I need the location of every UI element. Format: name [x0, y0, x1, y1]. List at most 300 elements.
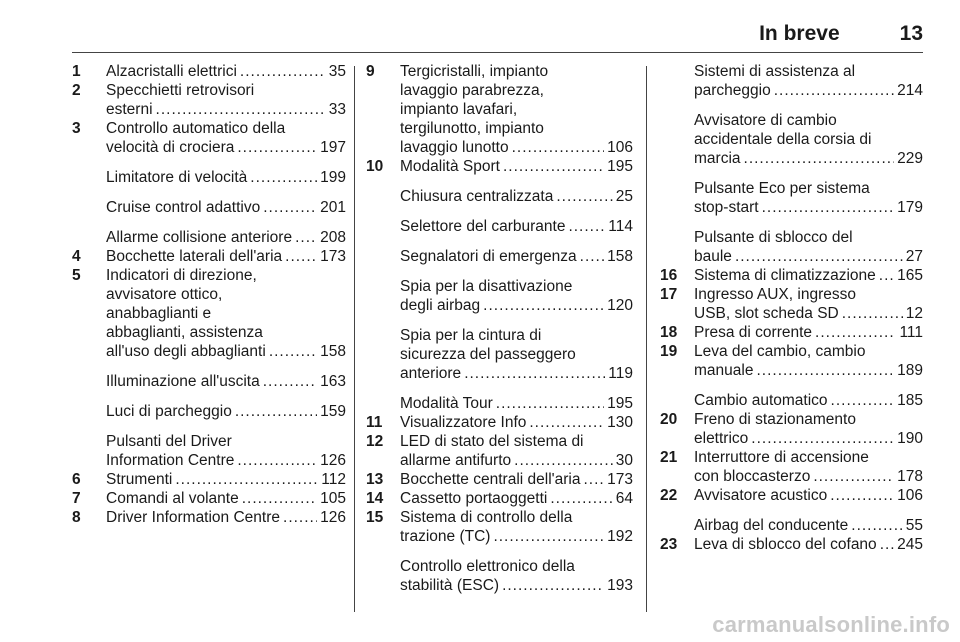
- dot-leader: [831, 391, 895, 410]
- entry-last-line: [400, 296, 633, 315]
- page-reference[interactable]: 192: [607, 528, 633, 545]
- entry-last-line: [400, 247, 633, 266]
- entry-body: [694, 342, 923, 380]
- entry-text-line: Controllo automatico della: [106, 120, 286, 137]
- entry-number: 20: [660, 411, 678, 428]
- index-entry: [660, 179, 923, 217]
- entry-last-line: [694, 81, 923, 100]
- entry-last-line: [400, 413, 633, 432]
- page-number: 13: [899, 22, 923, 45]
- entry-text-line: Modalità Tour: [400, 395, 493, 412]
- entry-body: [400, 394, 633, 413]
- page-reference[interactable]: 27: [905, 248, 923, 265]
- page-reference[interactable]: 119: [608, 365, 633, 382]
- index-entry: [366, 187, 633, 206]
- entry-last-line: [694, 304, 923, 323]
- entry-last-line: [400, 470, 633, 489]
- index-entry: [660, 535, 923, 554]
- page-reference[interactable]: 229: [897, 150, 923, 167]
- entry-last-line: [694, 486, 923, 505]
- entry-body: [694, 285, 923, 323]
- entry-last-line: [106, 62, 346, 81]
- index-entry: [72, 247, 346, 266]
- dot-leader: [512, 138, 605, 157]
- entry-last-line: [106, 402, 346, 421]
- entry-number: 21: [660, 449, 678, 466]
- entry-text-line: velocità di crociera: [106, 139, 235, 156]
- page-reference[interactable]: 185: [897, 392, 923, 409]
- index-entry: [366, 157, 633, 176]
- entry-text-line: sicurezza del passeggero: [400, 346, 576, 363]
- dot-leader: [237, 138, 317, 157]
- entry-text-line: trazione (TC): [400, 528, 491, 545]
- entry-body: [400, 470, 633, 489]
- entry-text-line: Avvisatore acustico: [694, 487, 828, 504]
- entry-text-line: LED di stato del sistema di: [400, 433, 584, 450]
- entry-text-line: accidentale della corsia di: [694, 131, 872, 148]
- entry-number: 6: [72, 471, 81, 488]
- entry-last-line: [694, 391, 923, 410]
- index-entry: [72, 402, 346, 421]
- page-reference[interactable]: 126: [320, 452, 346, 469]
- entry-text-line: lavaggio lunotto: [400, 139, 509, 156]
- entry-text-line: Bocchette centrali dell'aria: [400, 471, 581, 488]
- entry-text-line: Visualizzatore Info: [400, 414, 527, 431]
- index-entry: [366, 217, 633, 236]
- entry-body: [106, 266, 346, 361]
- entry-body: [106, 198, 346, 217]
- entry-last-line: [694, 516, 923, 535]
- entry-number: 2: [72, 82, 81, 99]
- page-reference[interactable]: 179: [897, 199, 923, 216]
- index-entry: [660, 266, 923, 285]
- page-reference[interactable]: 201: [320, 199, 346, 216]
- entry-body: [694, 516, 923, 535]
- entry-text-line: elettrico: [694, 430, 749, 447]
- entry-number: 18: [660, 324, 678, 341]
- entry-text-line: Leva di sblocco del cofano: [694, 536, 877, 553]
- entry-text-line: Limitatore di velocità: [106, 169, 248, 186]
- entry-body: [106, 470, 346, 489]
- entry-text-line: Strumenti: [106, 471, 173, 488]
- dot-leader: [880, 535, 894, 554]
- entry-body: [694, 179, 923, 217]
- page-reference[interactable]: 190: [897, 430, 923, 447]
- index-entry: [660, 410, 923, 448]
- entry-body: [106, 372, 346, 391]
- entry-text-line: degli airbag: [400, 297, 481, 314]
- entry-last-line: [106, 451, 346, 470]
- entry-last-line: [400, 527, 633, 546]
- index-entry: [72, 489, 346, 508]
- entry-last-line: [694, 429, 923, 448]
- entry-last-line: [400, 394, 633, 413]
- page-reference[interactable]: 25: [615, 188, 633, 205]
- entry-text-line: Presa di corrente: [694, 324, 813, 341]
- dot-leader: [842, 304, 903, 323]
- page-reference[interactable]: 33: [328, 101, 346, 118]
- index-entry: [366, 413, 633, 432]
- page-reference[interactable]: 193: [607, 577, 633, 594]
- entry-body: [106, 119, 346, 157]
- entry-last-line: [106, 138, 346, 157]
- index-entry: [366, 277, 633, 315]
- page-reference[interactable]: 114: [608, 218, 633, 235]
- page-reference[interactable]: 245: [897, 536, 923, 553]
- dot-leader: [235, 402, 317, 421]
- entry-text-line: Allarme collisione anteriore: [106, 229, 293, 246]
- index-entry: [660, 285, 923, 323]
- dot-leader: [744, 149, 895, 168]
- entry-last-line: [106, 372, 346, 391]
- entry-text-line: Leva del cambio, cambio: [694, 343, 866, 360]
- page-reference[interactable]: 195: [607, 395, 633, 412]
- entry-text-line: Tergicristalli, impianto: [400, 63, 549, 80]
- entry-text-line: esterni: [106, 101, 153, 118]
- dot-leader: [568, 217, 605, 236]
- entry-number: 4: [72, 248, 81, 265]
- entry-body: [106, 489, 346, 508]
- dot-leader: [502, 576, 604, 595]
- entry-text-line: stabilità (ESC): [400, 577, 500, 594]
- dot-leader: [496, 394, 604, 413]
- entry-body: [106, 508, 346, 527]
- entry-text-line: Comandi al volante: [106, 490, 239, 507]
- entry-body: [400, 432, 633, 470]
- entry-text-line: abbaglianti, assistenza: [106, 324, 263, 341]
- entry-number: 16: [660, 267, 678, 284]
- entry-text-line: Pulsante Eco per sistema: [694, 180, 870, 197]
- page-reference[interactable]: 120: [607, 297, 633, 314]
- dot-leader: [493, 527, 604, 546]
- index-entry: [660, 62, 923, 100]
- entry-last-line: [106, 100, 346, 119]
- dot-leader: [529, 413, 604, 432]
- dot-leader: [851, 516, 902, 535]
- dot-leader: [830, 486, 894, 505]
- entry-body: [694, 111, 923, 168]
- index-entry: [660, 391, 923, 410]
- dot-leader: [483, 296, 604, 315]
- entry-text-line: stop-start: [694, 199, 759, 216]
- dot-leader: [503, 157, 604, 176]
- entry-last-line: [106, 489, 346, 508]
- page-reference[interactable]: 165: [897, 267, 923, 284]
- entry-body: [694, 410, 923, 448]
- entry-last-line: [400, 576, 633, 595]
- dot-leader: [580, 247, 604, 266]
- dot-leader: [762, 198, 895, 217]
- index-entry: [72, 198, 346, 217]
- page-reference[interactable]: 189: [897, 362, 923, 379]
- column-divider-1: [354, 66, 355, 612]
- index-entry: [660, 228, 923, 266]
- entry-text-line: impianto lavafari,: [400, 101, 518, 118]
- index-entry: [72, 266, 346, 361]
- entry-last-line: [106, 342, 346, 361]
- entry-body: [400, 157, 633, 176]
- entry-last-line: [400, 364, 633, 383]
- index-entry: [366, 508, 633, 546]
- entry-text-line: Alzacristalli elettrici: [106, 63, 237, 80]
- entry-text-line: Avvisatore di cambio: [694, 112, 837, 129]
- page-reference[interactable]: 214: [897, 82, 923, 99]
- entry-text-line: Modalità Sport: [400, 158, 500, 175]
- entry-body: [694, 266, 923, 285]
- entry-body: [400, 247, 633, 266]
- entry-number: 23: [660, 536, 678, 553]
- entry-text-line: Cambio automatico: [694, 392, 828, 409]
- index-entry: [660, 448, 923, 486]
- entry-text-line: Luci di parcheggio: [106, 403, 232, 420]
- entry-text-line: Spia per la disattivazione: [400, 278, 573, 295]
- dot-leader: [751, 429, 894, 448]
- dot-leader: [815, 323, 896, 342]
- entry-body: [400, 187, 633, 206]
- entry-text-line: Ingresso AUX, ingresso: [694, 286, 856, 303]
- entry-text-line: Driver Information Centre: [106, 509, 281, 526]
- entry-text-line: marcia: [694, 150, 741, 167]
- entry-body: [400, 326, 633, 383]
- dot-leader: [240, 62, 326, 81]
- page-reference[interactable]: 106: [897, 487, 923, 504]
- entry-text-line: Specchietti retrovisori: [106, 82, 255, 99]
- entry-number: 1: [72, 63, 81, 80]
- entry-last-line: [106, 508, 346, 527]
- dot-leader: [556, 187, 612, 206]
- entry-number: 11: [366, 414, 383, 431]
- dot-leader: [263, 372, 317, 391]
- dot-leader: [175, 470, 318, 489]
- entry-text-line: Sistema di controllo della: [400, 509, 573, 526]
- entry-text-line: tergilunotto, impianto: [400, 120, 544, 137]
- index-entry: [366, 557, 633, 595]
- entry-last-line: [694, 247, 923, 266]
- entry-text-line: Pulsanti del Driver: [106, 433, 232, 450]
- page-reference[interactable]: 197: [320, 139, 346, 156]
- entry-text-line: Selettore del carburante: [400, 218, 566, 235]
- watermark: carmanualsonline.info: [712, 612, 950, 637]
- page-title: In breve: [759, 22, 840, 45]
- index-column-3: [660, 62, 923, 554]
- entry-text-line: Freno di stazionamento: [694, 411, 856, 428]
- entry-number: 19: [660, 343, 678, 360]
- dot-leader: [774, 81, 894, 100]
- entry-last-line: [106, 470, 346, 489]
- index-column-1: [72, 62, 346, 527]
- entry-last-line: [694, 198, 923, 217]
- page-reference[interactable]: 126: [320, 509, 346, 526]
- entry-last-line: [694, 149, 923, 168]
- dot-leader: [813, 467, 894, 486]
- page-reference[interactable]: 30: [615, 452, 633, 469]
- entry-text-line: Airbag del conducente: [694, 517, 849, 534]
- dot-leader: [285, 247, 317, 266]
- entry-text-line: all'uso degli abbaglianti: [106, 343, 266, 360]
- index-entry: [72, 119, 346, 157]
- entry-text-line: Information Centre: [106, 452, 235, 469]
- index-entry: [660, 323, 923, 342]
- entry-body: [400, 277, 633, 315]
- entry-last-line: [400, 138, 633, 157]
- page-reference[interactable]: 173: [607, 471, 633, 488]
- entry-body: [106, 228, 346, 247]
- entry-body: [106, 402, 346, 421]
- entry-body: [400, 62, 633, 157]
- page-header: [72, 22, 923, 48]
- entry-text-line: Pulsante di sblocco del: [694, 229, 853, 246]
- index-entry: [72, 228, 346, 247]
- entry-body: [106, 247, 346, 266]
- page-reference[interactable]: 178: [897, 468, 923, 485]
- dot-leader: [283, 508, 317, 527]
- entry-number: 8: [72, 509, 81, 526]
- dot-leader: [756, 361, 894, 380]
- dot-leader: [242, 489, 317, 508]
- entry-number: 9: [366, 63, 375, 80]
- entry-text-line: parcheggio: [694, 82, 771, 99]
- page-reference[interactable]: 163: [320, 373, 346, 390]
- page-reference[interactable]: 12: [905, 305, 923, 322]
- page-reference[interactable]: 158: [607, 248, 633, 265]
- entry-number: 10: [366, 158, 384, 175]
- page-reference[interactable]: 195: [607, 158, 633, 175]
- index-entry: [366, 394, 633, 413]
- entry-number: 3: [72, 120, 81, 137]
- entry-body: [106, 168, 346, 187]
- entry-text-line: Illuminazione all'uscita: [106, 373, 260, 390]
- index-entry: [72, 62, 346, 81]
- entry-text-line: lavaggio parabrezza,: [400, 82, 544, 99]
- column-divider-2: [646, 66, 647, 612]
- dot-leader: [550, 489, 612, 508]
- entry-body: [400, 217, 633, 236]
- header-rule: [72, 52, 923, 53]
- entry-text-line: baule: [694, 248, 732, 265]
- dot-leader: [583, 470, 604, 489]
- entry-text-line: Interruttore di accensione: [694, 449, 869, 466]
- index-entry: [660, 486, 923, 505]
- entry-body: [400, 413, 633, 432]
- index-entry: [366, 62, 633, 157]
- entry-number: 17: [660, 286, 678, 303]
- index-entry: [660, 342, 923, 380]
- dot-leader: [295, 228, 317, 247]
- index-entry: [366, 247, 633, 266]
- entry-body: [694, 486, 923, 505]
- entry-number: 15: [366, 509, 384, 526]
- entry-last-line: [694, 467, 923, 486]
- dot-leader: [263, 198, 317, 217]
- index-entry: [660, 111, 923, 168]
- entry-number: 5: [72, 267, 81, 284]
- entry-text-line: manuale: [694, 362, 754, 379]
- page-reference[interactable]: 158: [320, 343, 346, 360]
- entry-text-line: Cruise control adattivo: [106, 199, 261, 216]
- dot-leader: [250, 168, 317, 187]
- entry-body: [694, 391, 923, 410]
- entry-number: 13: [366, 471, 384, 488]
- dot-leader: [514, 451, 613, 470]
- entry-text-line: avvisatore ottico,: [106, 286, 223, 303]
- entry-text-line: anabbaglianti e: [106, 305, 212, 322]
- index-entry: [72, 508, 346, 527]
- entry-last-line: [694, 323, 923, 342]
- index-entry: [660, 516, 923, 535]
- entry-text-line: allarme antifurto: [400, 452, 512, 469]
- index-entry: [366, 432, 633, 470]
- entry-body: [694, 323, 923, 342]
- entry-text-line: Segnalatori di emergenza: [400, 248, 577, 265]
- index-entry: [366, 326, 633, 383]
- entry-text-line: Sistema di climatizzazione: [694, 267, 876, 284]
- index-entry: [366, 470, 633, 489]
- page-reference[interactable]: 199: [320, 169, 346, 186]
- page-reference[interactable]: 112: [321, 471, 346, 488]
- entry-last-line: [400, 451, 633, 470]
- page-reference[interactable]: 111: [899, 324, 923, 341]
- entry-body: [694, 448, 923, 486]
- entry-text-line: con bloccasterzo: [694, 468, 811, 485]
- entry-text-line: Chiusura centralizzata: [400, 188, 554, 205]
- entry-last-line: [400, 217, 633, 236]
- entry-last-line: [106, 228, 346, 247]
- entry-body: [400, 489, 633, 508]
- page-reference[interactable]: 64: [615, 490, 633, 507]
- dot-leader: [269, 342, 317, 361]
- entry-body: [694, 535, 923, 554]
- index-entry: [72, 372, 346, 391]
- entry-last-line: [400, 157, 633, 176]
- entry-body: [106, 81, 346, 119]
- page-reference[interactable]: 173: [320, 248, 346, 265]
- page-reference[interactable]: 105: [320, 490, 346, 507]
- index-entry: [72, 168, 346, 187]
- entry-body: [106, 62, 346, 81]
- index-column-2: [366, 62, 633, 595]
- entry-last-line: [106, 198, 346, 217]
- index-entry: [366, 489, 633, 508]
- page-reference[interactable]: 35: [328, 63, 346, 80]
- entry-last-line: [694, 535, 923, 554]
- entry-body: [400, 557, 633, 595]
- entry-number: 7: [72, 490, 81, 507]
- entry-text-line: Indicatori di direzione,: [106, 267, 257, 284]
- entry-last-line: [106, 247, 346, 266]
- dot-leader: [879, 266, 894, 285]
- entry-number: 22: [660, 487, 678, 504]
- dot-leader: [735, 247, 903, 266]
- page-reference[interactable]: 106: [607, 139, 633, 156]
- entry-text-line: USB, slot scheda SD: [694, 305, 839, 322]
- entry-text-line: anteriore: [400, 365, 462, 382]
- entry-body: [400, 508, 633, 546]
- page-reference[interactable]: 55: [905, 517, 923, 534]
- entry-body: [694, 228, 923, 266]
- index-entry: [72, 470, 346, 489]
- page-reference[interactable]: 159: [320, 403, 346, 420]
- page-reference[interactable]: 208: [320, 229, 346, 246]
- dot-leader: [156, 100, 326, 119]
- page-reference[interactable]: 130: [607, 414, 633, 431]
- entry-last-line: [106, 168, 346, 187]
- index-entry: [72, 81, 346, 119]
- entry-text-line: Cassetto portaoggetti: [400, 490, 548, 507]
- entry-text-line: Sistemi di assistenza al: [694, 63, 856, 80]
- dot-leader: [237, 451, 317, 470]
- dot-leader: [464, 364, 605, 383]
- index-entry: [72, 432, 346, 470]
